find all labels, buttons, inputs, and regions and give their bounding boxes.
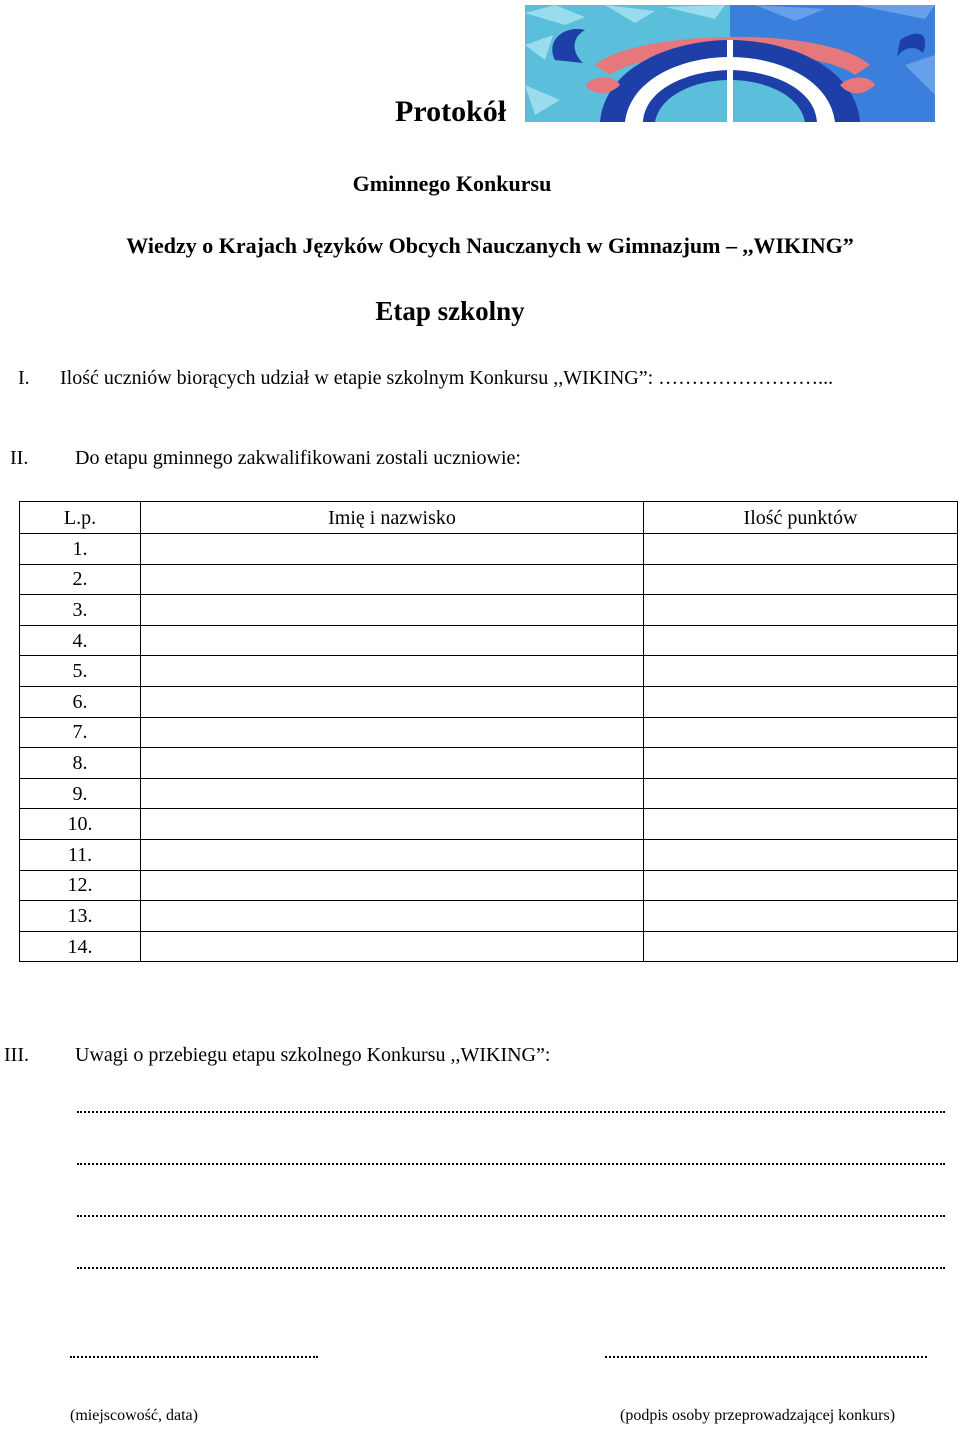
student-name-cell[interactable] — [141, 595, 644, 626]
student-name-cell[interactable] — [141, 778, 644, 809]
points-cell[interactable] — [644, 686, 958, 717]
section-3-text: Uwagi o przebiegu etapu szkolnego Konkursu ,,WIKING”: — [75, 1044, 551, 1066]
student-name-cell[interactable] — [141, 839, 644, 870]
section-2-number: II. — [10, 447, 29, 469]
document-subtitle-full-name: Wiedzy o Krajach Języków Obcych Nauczanych w Gimnazjum – ,,WIKING” — [126, 233, 854, 258]
row-number-cell: 6. — [20, 686, 141, 717]
column-header-lp: L.p. — [20, 502, 141, 534]
section-1-text: Ilość uczniów biorących udział w etapie szkolnym Konkursu ,,WIKING”: ……………………... — [60, 367, 834, 389]
row-number-cell: 12. — [20, 870, 141, 901]
student-name-cell[interactable] — [141, 625, 644, 656]
points-cell[interactable] — [644, 809, 958, 840]
points-cell[interactable] — [644, 901, 958, 932]
row-number-cell: 13. — [20, 901, 141, 932]
signature-label: (podpis osoby przeprowadzającej konkurs) — [620, 1407, 896, 1424]
table-row — [20, 717, 958, 748]
table-row — [20, 870, 958, 901]
table-row — [20, 809, 958, 840]
points-cell[interactable] — [644, 748, 958, 779]
section-2-text: Do etapu gminnego zakwalifikowani zostali uczniowie: — [75, 447, 521, 469]
table-row — [20, 748, 958, 779]
document-title: Protokół — [395, 95, 507, 128]
column-header-points: Ilość punktów — [644, 502, 958, 534]
student-name-cell[interactable] — [141, 564, 644, 595]
row-number-cell: 4. — [20, 625, 141, 656]
remarks-blank-line[interactable] — [77, 1163, 945, 1165]
points-cell[interactable] — [644, 717, 958, 748]
document-subtitle-stage: Etap szkolny — [375, 296, 525, 326]
table-row — [20, 656, 958, 687]
points-cell[interactable] — [644, 595, 958, 626]
table-row — [20, 564, 958, 595]
section-1-number: I. — [18, 367, 30, 389]
row-number-cell: 7. — [20, 717, 141, 748]
student-name-cell[interactable] — [141, 717, 644, 748]
section-3-number: III. — [4, 1044, 29, 1066]
qualified-students-table — [19, 501, 958, 962]
row-number-cell: 1. — [20, 534, 141, 565]
table-header-row — [20, 502, 958, 534]
table-row — [20, 778, 958, 809]
points-cell[interactable] — [644, 534, 958, 565]
document-subtitle-competition: Gminnego Konkursu — [352, 171, 552, 196]
student-name-cell[interactable] — [141, 931, 644, 962]
table-row — [20, 534, 958, 565]
points-cell[interactable] — [644, 931, 958, 962]
points-cell[interactable] — [644, 870, 958, 901]
viking-helmet-icon — [525, 5, 935, 122]
remarks-blank-line[interactable] — [77, 1111, 945, 1113]
row-number-cell: 9. — [20, 778, 141, 809]
points-cell[interactable] — [644, 656, 958, 687]
signature-blank[interactable] — [605, 1356, 927, 1358]
column-header-name: Imię i nazwisko — [141, 502, 644, 534]
student-name-cell[interactable] — [141, 901, 644, 932]
student-name-cell[interactable] — [141, 656, 644, 687]
row-number-cell: 2. — [20, 564, 141, 595]
row-number-cell: 8. — [20, 748, 141, 779]
table-row — [20, 625, 958, 656]
student-name-cell[interactable] — [141, 748, 644, 779]
remarks-blank-line[interactable] — [77, 1267, 945, 1269]
student-name-cell[interactable] — [141, 809, 644, 840]
points-cell[interactable] — [644, 625, 958, 656]
table-row — [20, 901, 958, 932]
place-date-label: (miejscowość, data) — [70, 1407, 198, 1424]
table-row — [20, 686, 958, 717]
remarks-blank-line[interactable] — [77, 1215, 945, 1217]
student-name-cell[interactable] — [141, 870, 644, 901]
place-date-blank[interactable] — [70, 1356, 318, 1358]
table-row — [20, 595, 958, 626]
table-row — [20, 839, 958, 870]
points-cell[interactable] — [644, 839, 958, 870]
row-number-cell: 10. — [20, 809, 141, 840]
row-number-cell: 3. — [20, 595, 141, 626]
student-name-cell[interactable] — [141, 686, 644, 717]
row-number-cell: 5. — [20, 656, 141, 687]
points-cell[interactable] — [644, 564, 958, 595]
row-number-cell: 11. — [20, 839, 141, 870]
table-row — [20, 931, 958, 962]
points-cell[interactable] — [644, 778, 958, 809]
row-number-cell: 14. — [20, 931, 141, 962]
student-name-cell[interactable] — [141, 534, 644, 565]
